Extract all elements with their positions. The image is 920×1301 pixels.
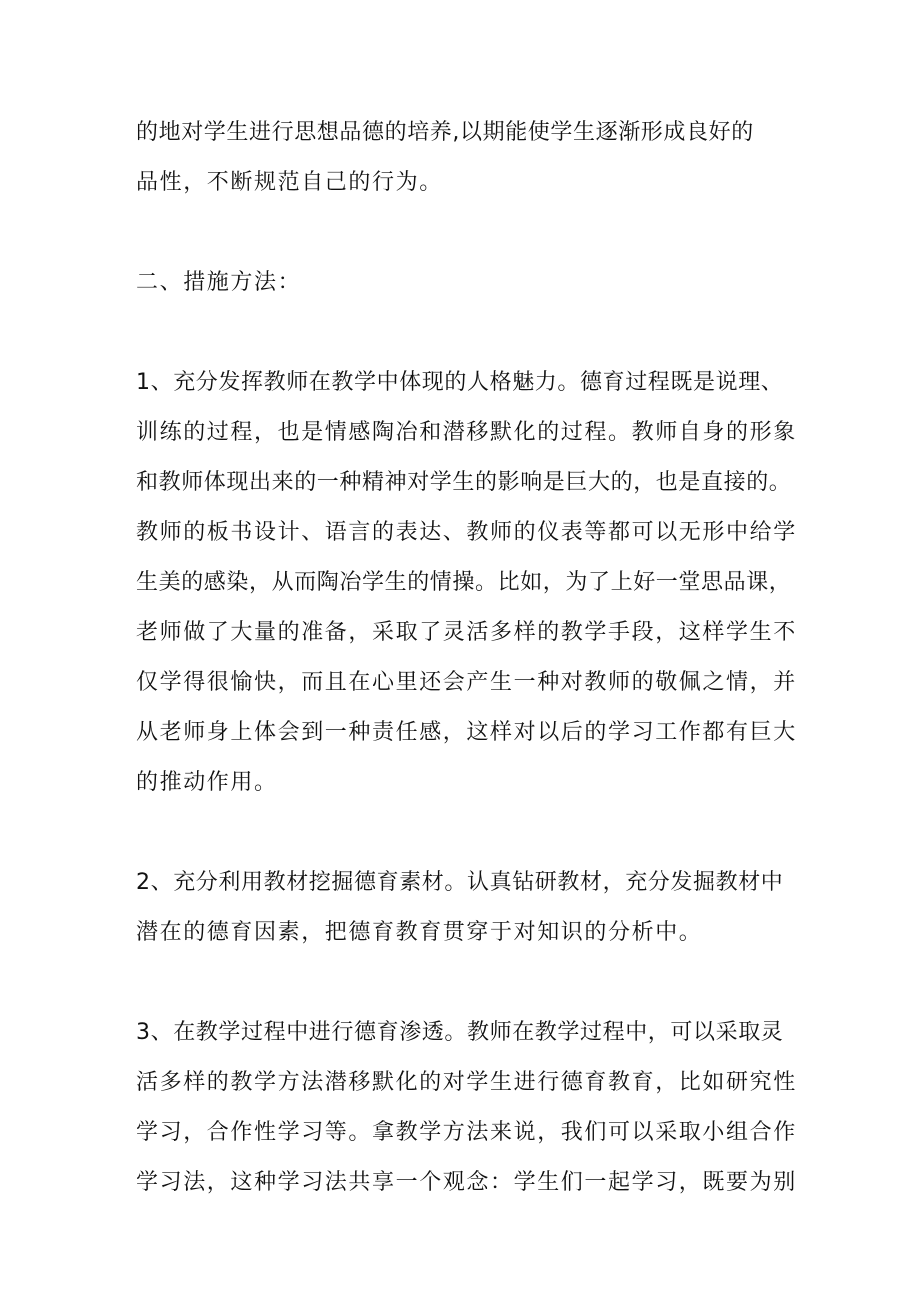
text-line-7: 教师的板书设计、语言的表达、教师的仪表等都可以无形中给学 (136, 520, 797, 545)
text-line-8: 生美的感染，从而陶冶学生的情操。比如，为了上好一堂思品课， (136, 570, 792, 595)
text-line-13: 2、充分利用教材挖掘德育素材。认真钻研教材，充分发掘教材中 (136, 870, 784, 895)
text-line-6: 和教师体现出来的一种精神对学生的影响是巨大的，也是直接的。 (136, 470, 792, 495)
text-line-11: 从老师身上体会到一种责任感，这样对以后的学习工作都有巨大 (136, 720, 797, 745)
text-line-15: 3、在教学过程中进行德育渗透。教师在教学过程中，可以采取灵 (136, 1020, 784, 1045)
text-line-14: 潜在的德育因素，把德育教育贯穿于对知识的分析中。 (136, 920, 703, 945)
text-line-9: 老师做了大量的准备，采取了灵活多样的教学手段，这样学生不 (136, 620, 797, 645)
text-line-10: 仅学得很愉快，而且在心里还会产生一种对教师的敬佩之情，并 (136, 670, 797, 695)
text-line-1: 的地对学生进行思想品德的培养,以期能使学生逐渐形成良好的 (136, 120, 754, 145)
text-line-4: 1、充分发挥教师在教学中体现的人格魅力。德育过程既是说理、 (136, 370, 784, 395)
text-line-2: 品性，不断规范自己的行为。 (136, 170, 443, 195)
section-heading: 二、措施方法： (136, 270, 302, 295)
text-line-12: 的推动作用。 (136, 770, 278, 795)
text-line-16: 活多样的教学方法潜移默化的对学生进行德育教育，比如研究性 (136, 1070, 797, 1095)
text-line-17: 学习，合作性学习等。拿教学方法来说，我们可以采取小组合作 (136, 1120, 797, 1145)
text-line-5: 训练的过程，也是情感陶冶和潜移默化的过程。教师自身的形象 (136, 420, 797, 445)
text-line-18: 学习法，这种学习法共享一个观念：学生们一起学习，既要为别 (136, 1170, 797, 1195)
